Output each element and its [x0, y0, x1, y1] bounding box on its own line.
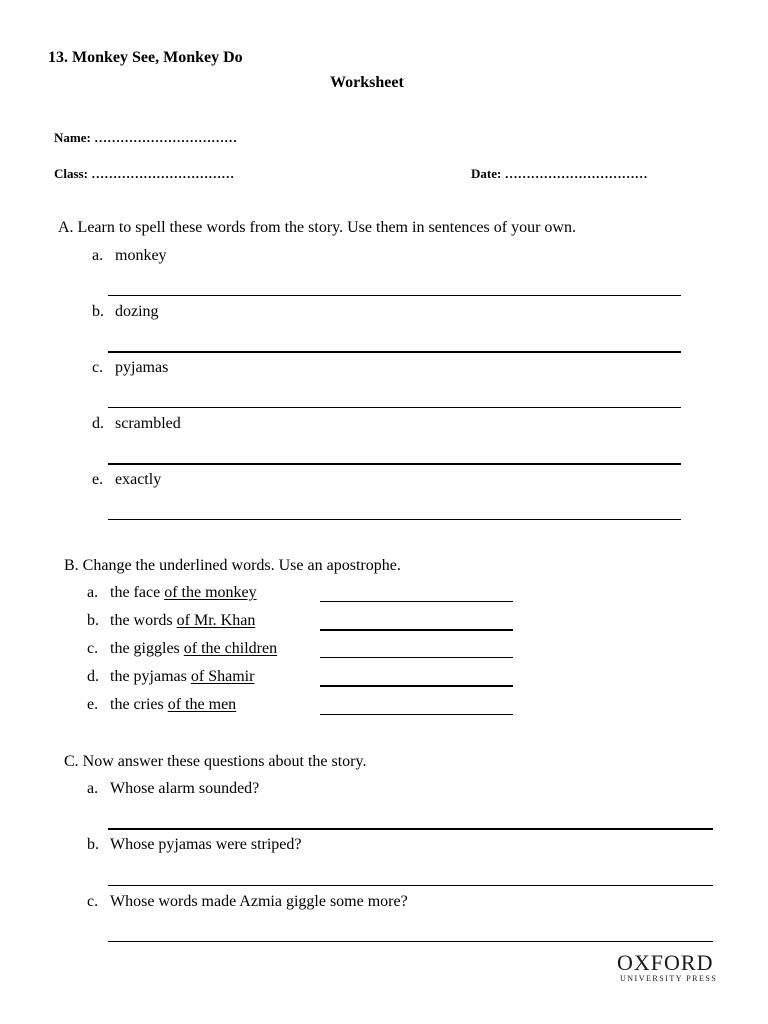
section-c-marker: a.	[87, 780, 99, 797]
class-field-label: Class: ……………………………	[54, 166, 235, 181]
section-c-marker: c.	[87, 893, 99, 910]
worksheet-subtitle: Worksheet	[330, 74, 404, 91]
section-a-heading: A. Learn to spell these words from the story. Use them in sentences of your own.	[58, 219, 576, 236]
phrase-plain: the face	[110, 584, 165, 601]
phrase-underlined: of the monkey	[164, 584, 257, 601]
phrase-plain: the cries	[110, 696, 168, 713]
spelling-word: exactly	[115, 471, 162, 488]
section-a-marker: e.	[92, 471, 104, 488]
section-b-marker: c.	[87, 640, 99, 657]
answer-line[interactable]	[108, 885, 713, 886]
phrase-plain: the pyjamas	[110, 668, 191, 685]
spelling-word: scrambled	[115, 415, 181, 432]
question-text: Whose alarm sounded?	[110, 780, 260, 797]
worksheet-title: 13. Monkey See, Monkey Do	[48, 49, 243, 66]
answer-line[interactable]	[320, 601, 513, 602]
phrase	[110, 612, 255, 630]
phrase-underlined: of Shamir	[190, 668, 255, 685]
section-a-marker: c.	[92, 359, 104, 376]
section-a-marker: b.	[92, 303, 104, 320]
phrase-underlined: of the men	[167, 696, 237, 713]
phrase	[110, 668, 254, 686]
answer-line[interactable]	[108, 351, 681, 353]
spelling-word: pyjamas	[115, 359, 169, 376]
answer-line[interactable]	[320, 714, 513, 715]
phrase-underlined: of Mr. Khan	[176, 612, 256, 629]
question-text: Whose words made Azmia giggle some more?	[110, 893, 408, 910]
section-c-heading: C. Now answer these questions about the story.	[64, 753, 367, 770]
logo-wordmark: OXFORD	[617, 950, 714, 975]
question-text: Whose pyjamas were striped?	[110, 836, 302, 853]
phrase	[110, 584, 257, 602]
section-b-marker: a.	[87, 584, 99, 601]
phrase-plain: the words	[110, 612, 177, 629]
answer-line[interactable]	[108, 519, 681, 520]
phrase-underlined: of the children	[183, 640, 278, 657]
answer-line[interactable]	[320, 629, 513, 631]
date-field-label: Date: ……………………………	[471, 166, 648, 181]
phrase-plain: the giggles	[110, 640, 184, 657]
answer-line[interactable]	[108, 828, 713, 830]
spelling-word: dozing	[115, 303, 159, 320]
section-b-marker: e.	[87, 696, 99, 713]
phrase	[110, 640, 277, 658]
section-a-marker: a.	[92, 247, 104, 264]
section-b-marker: d.	[87, 668, 99, 685]
section-c-marker: b.	[87, 836, 99, 853]
answer-line[interactable]	[108, 295, 681, 296]
logo-subtitle: UNIVERSITY PRESS	[620, 974, 718, 983]
answer-line[interactable]	[108, 463, 681, 465]
section-a-marker: d.	[92, 415, 104, 432]
spelling-word: monkey	[115, 247, 167, 264]
name-field-label: Name: ……………………………	[54, 130, 238, 145]
answer-line[interactable]	[320, 685, 513, 687]
answer-line[interactable]	[108, 941, 713, 942]
section-b-heading: B. Change the underlined words. Use an apostrophe.	[64, 557, 401, 574]
phrase	[110, 696, 236, 714]
section-b-marker: b.	[87, 612, 99, 629]
answer-line[interactable]	[108, 407, 681, 408]
answer-line[interactable]	[320, 657, 513, 658]
